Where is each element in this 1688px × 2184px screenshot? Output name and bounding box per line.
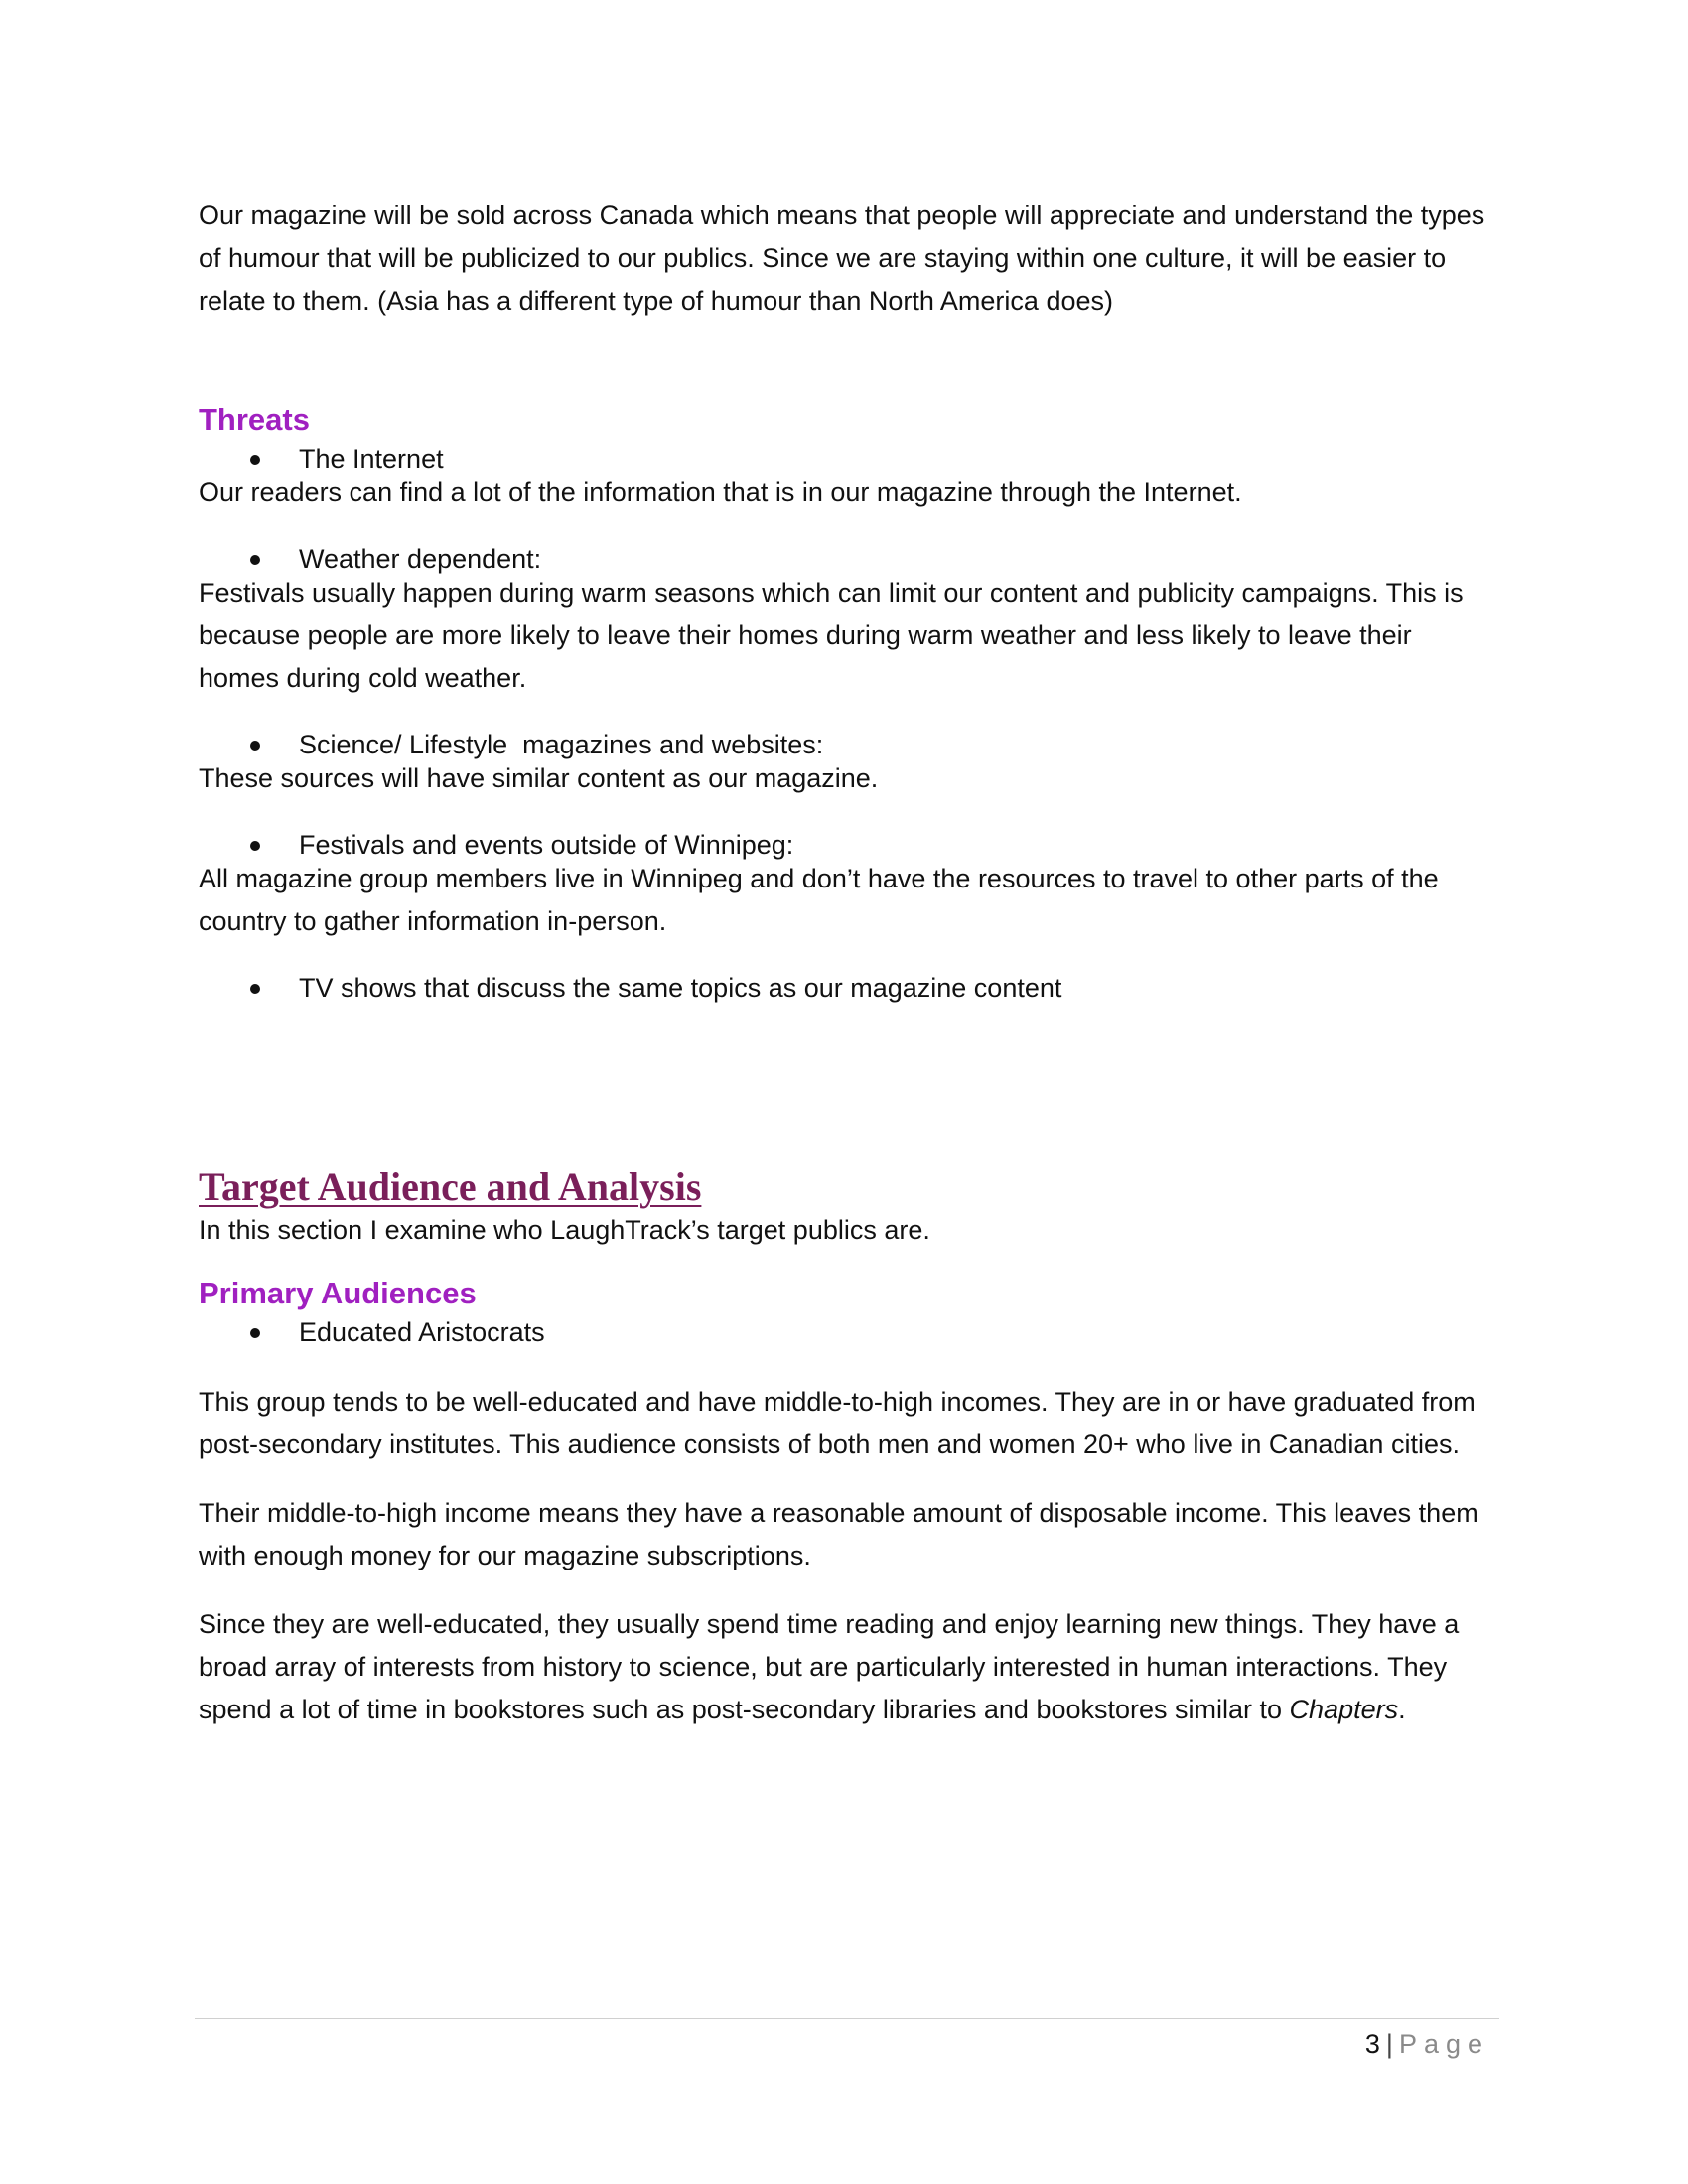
chapters-title: Chapters: [1289, 1695, 1399, 1724]
threats-list-3: [199, 726, 1489, 763]
page-label: Page: [1398, 2029, 1489, 2059]
threats-list-4: [199, 826, 1489, 864]
threat-text-weather: Festivals usually happen during warm seasons which can limit our content and publicity campaigns. This is because people are more likely to leave their homes during warm weather and less likely to leave their homes during cold weather.: [199, 578, 1464, 693]
audience-paragraph-2: Their middle-to-high income means they have a reasonable amount of disposable income. This leaves them with enough money for our magazine subscriptions.: [199, 1498, 1478, 1570]
footer-separator: |: [1385, 2029, 1393, 2059]
page-footer: [1365, 2025, 1489, 2063]
threats-list-5: [199, 969, 1489, 1007]
audience-paragraph-3: Since they are well-educated, they usually spend time reading and enjoy learning new things. They have a broad array of interests from history to science, but are particularly interested in human interactions. They spend a lot of time in bookstores such as post-secondary libraries and bookstores similar to Chapters.: [199, 1609, 1460, 1724]
bullet-icon: [250, 841, 260, 851]
page-content: [199, 195, 1489, 1731]
threat-text-festivals: All magazine group members live in Winnipeg and don’t have the resources to travel to other parts of the country to gather information in-person.: [199, 864, 1439, 936]
target-audience-intro: In this section I examine who LaughTrack’s target publics are.: [199, 1215, 930, 1245]
intro-paragraph: Our magazine will be sold across Canada which means that people will appreciate and understand the types of humour that will be publicized to our publics. Since we are staying within one culture, it will be easier to relate to them. (Asia has a different type of humour than North America does): [199, 201, 1485, 316]
footer-divider: [195, 2018, 1499, 2019]
threat-bullet-weather: Weather dependent:: [199, 540, 1489, 578]
threat-bullet-science: Science/ Lifestyle magazines and websites:: [199, 726, 1489, 763]
threats-list-2: [199, 540, 1489, 578]
audience-paragraph-1: This group tends to be well-educated and have middle-to-high incomes. They are in or have graduated from post-secondary institutes. This audience consists of both men and women 20+ who live in Canadian cities.: [199, 1387, 1476, 1459]
audience-bullet-educated-aristocrats: Educated Aristocrats: [199, 1313, 1489, 1351]
primary-audiences-list: [199, 1313, 1489, 1351]
threat-bullet-festivals: Festivals and events outside of Winnipeg:: [199, 826, 1489, 864]
threats-list-1: [199, 440, 1489, 478]
bullet-icon: [250, 984, 260, 994]
primary-audiences-heading: Primary Audiences: [199, 1276, 477, 1310]
page-number: 3: [1364, 2029, 1380, 2059]
bullet-icon: [250, 555, 260, 565]
target-audience-heading: Target Audience and Analysis: [199, 1164, 702, 1209]
threat-text-internet: Our readers can find a lot of the information that is in our magazine through the Internet.: [199, 478, 1242, 507]
threat-text-science: These sources will have similar content as our magazine.: [199, 763, 879, 793]
bullet-icon: [250, 455, 260, 465]
threats-heading: Threats: [199, 402, 310, 437]
bullet-icon: [250, 1328, 260, 1338]
threat-bullet-internet: The Internet: [199, 440, 1489, 478]
threat-bullet-tv: TV shows that discuss the same topics as our magazine content: [199, 969, 1489, 1007]
bullet-icon: [250, 741, 260, 751]
